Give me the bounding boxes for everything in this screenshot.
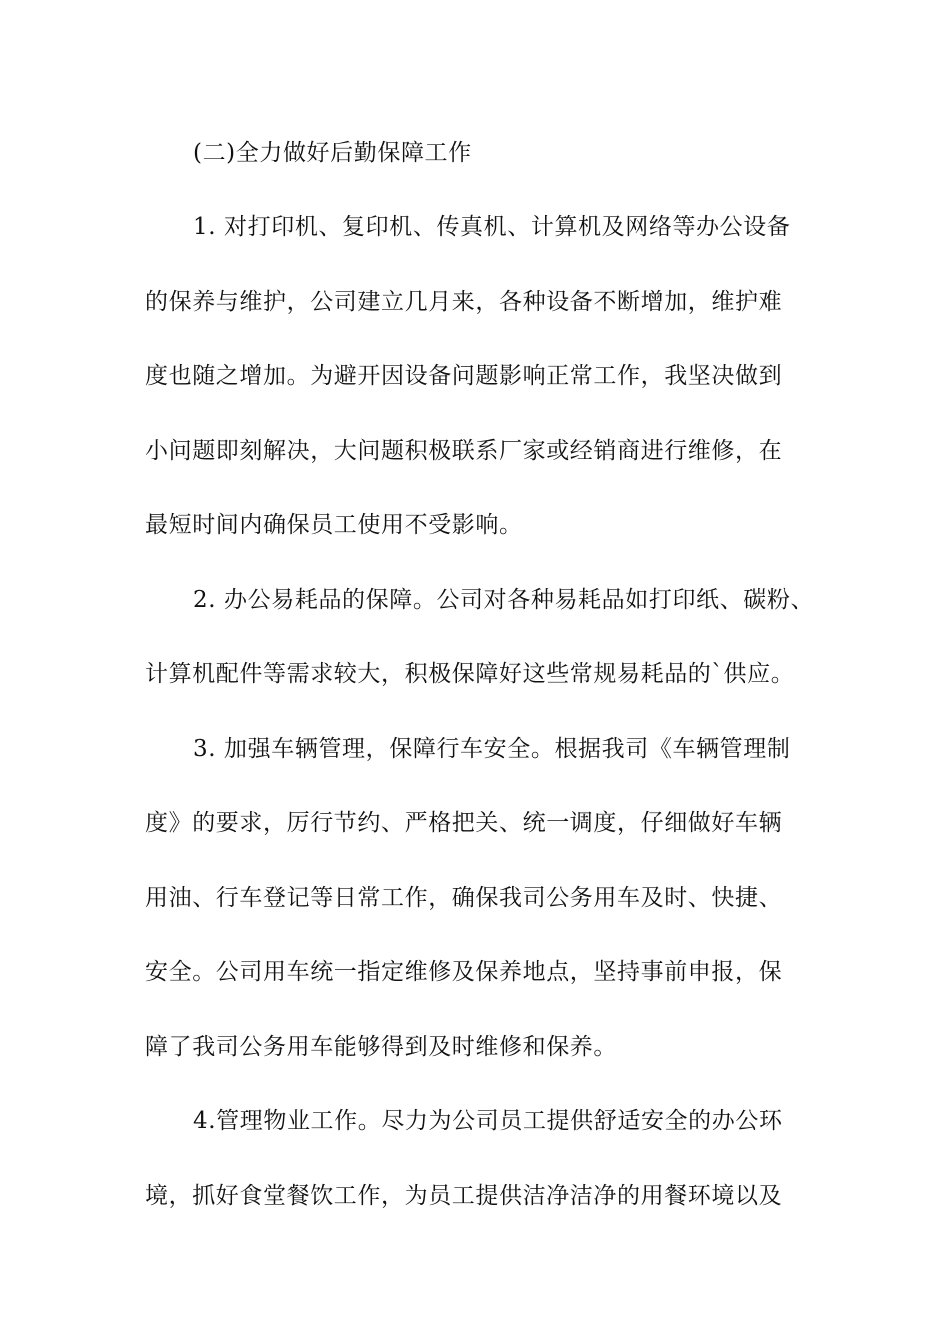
- paragraph-line: 2. 办公易耗品的保障。公司对各种易耗品如打印纸、碳粉、: [193, 587, 815, 613]
- paragraph-line: 用油、行车登记等日常工作，确保我司公务用车及时、快捷、: [145, 885, 783, 911]
- paragraph-line: 境，抓好食堂餐饮工作，为员工提供洁净洁净的用餐环境以及: [145, 1183, 783, 1209]
- paragraph-line: 最短时间内确保员工使用不受影响。: [145, 512, 523, 538]
- paragraph-line: 障了我司公务用车能够得到及时维修和保养。: [145, 1034, 617, 1060]
- paragraph-line: 4.管理物业工作。尽力为公司员工提供舒适安全的办公环: [193, 1108, 783, 1134]
- paragraph-line: 小问题即刻解决，大问题积极联系厂家或经销商进行维修，在: [145, 438, 783, 464]
- paragraph-line: 计算机配件等需求较大，积极保障好这些常规易耗品的`供应。: [145, 661, 795, 687]
- paragraph-line: 安全。公司用车统一指定维修及保养地点，坚持事前申报，保: [145, 959, 783, 985]
- paragraph-line: 度》的要求，厉行节约、严格把关、统一调度，仔细做好车辆: [145, 810, 783, 836]
- paragraph-line: 度也随之增加。为避开因设备问题影响正常工作，我坚决做到: [145, 363, 783, 389]
- paragraph-line: 3. 加强车辆管理，保障行车安全。根据我司《车辆管理制: [193, 736, 791, 762]
- section-heading: (二)全力做好后勤保障工作: [193, 140, 472, 166]
- paragraph-line: 的保养与维护，公司建立几月来，各种设备不断增加，维护难: [145, 289, 783, 315]
- paragraph-line: 1. 对打印机、复印机、传真机、计算机及网络等办公设备: [193, 214, 791, 240]
